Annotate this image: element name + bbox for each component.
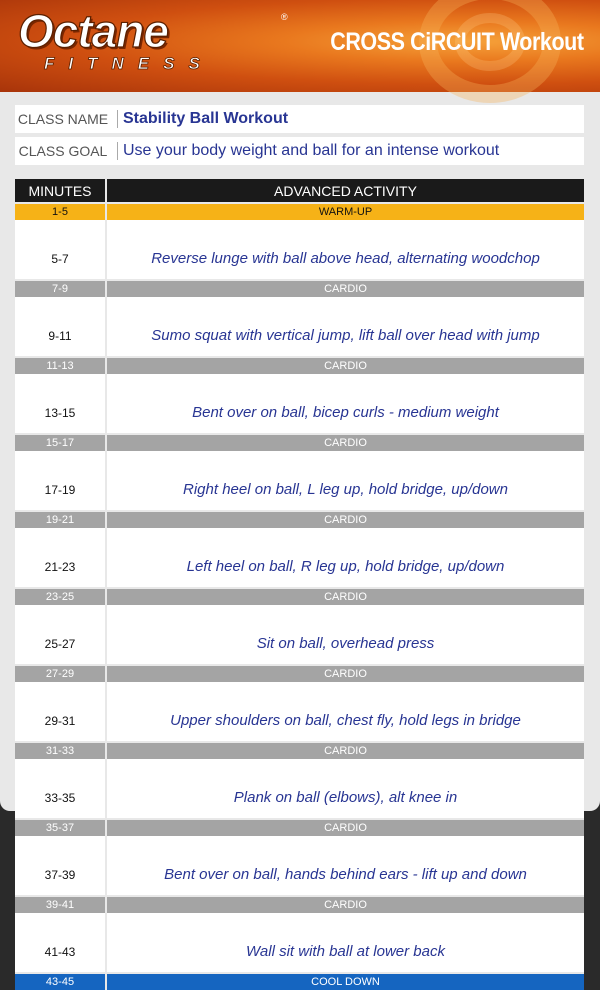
minutes-cell: 19-21 xyxy=(15,511,106,528)
schedule-body xyxy=(15,203,584,990)
activity-cell: CARDIO xyxy=(106,665,584,682)
minutes-cell: 33-35 xyxy=(15,759,106,819)
minutes-cell: 5-7 xyxy=(15,220,106,280)
minutes-cell: 31-33 xyxy=(15,742,106,759)
minutes-cell: 35-37 xyxy=(15,819,106,836)
activity-row xyxy=(15,605,584,665)
cardio-row xyxy=(15,896,584,913)
cardio-row xyxy=(15,511,584,528)
activity-row xyxy=(15,682,584,742)
minutes-cell: 29-31 xyxy=(15,682,106,742)
logo-subtitle: FITNESS xyxy=(44,54,214,73)
activity-row xyxy=(15,220,584,280)
activity-row xyxy=(15,836,584,896)
minutes-cell: 9-11 xyxy=(15,297,106,357)
cool-row xyxy=(15,973,584,990)
logo-wordmark: Octane xyxy=(18,5,168,57)
registered-mark: ® xyxy=(281,12,288,22)
minutes-cell: 21-23 xyxy=(15,528,106,588)
class-goal-label: CLASS GOAL xyxy=(18,143,108,159)
cardio-row xyxy=(15,357,584,374)
minutes-cell: 25-27 xyxy=(15,605,106,665)
minutes-cell: 43-45 xyxy=(15,973,106,990)
warm-row xyxy=(15,203,584,220)
class-name-row xyxy=(15,105,584,133)
minutes-cell: 1-5 xyxy=(15,203,106,220)
activity-row xyxy=(15,374,584,434)
activity-cell: CARDIO xyxy=(106,819,584,836)
minutes-cell: 27-29 xyxy=(15,665,106,682)
cardio-row xyxy=(15,742,584,759)
activity-cell: Reverse lunge with ball above head, alternating woodchop xyxy=(106,220,584,280)
minutes-cell: 23-25 xyxy=(15,588,106,605)
activity-cell: CARDIO xyxy=(106,511,584,528)
class-name-value: Stability Ball Workout xyxy=(123,110,289,127)
octane-fitness-logo xyxy=(8,6,296,76)
activity-cell: CARDIO xyxy=(106,280,584,297)
activity-cell: Bent over on ball, hands behind ears - lift up and down xyxy=(106,836,584,896)
activity-cell: CARDIO xyxy=(106,896,584,913)
activity-cell: CARDIO xyxy=(106,357,584,374)
schedule-table xyxy=(15,179,584,990)
activity-cell: Plank on ball (elbows), alt knee in xyxy=(106,759,584,819)
divider xyxy=(117,110,118,128)
divider xyxy=(117,142,118,160)
activity-cell: Left heel on ball, R leg up, hold bridge, up/down xyxy=(106,528,584,588)
minutes-cell: 39-41 xyxy=(15,896,106,913)
activity-cell: CARDIO xyxy=(106,434,584,451)
class-goal-row xyxy=(15,137,584,165)
activity-cell: Sit on ball, overhead press xyxy=(106,605,584,665)
minutes-cell: 13-15 xyxy=(15,374,106,434)
activity-row xyxy=(15,913,584,973)
cardio-row xyxy=(15,588,584,605)
activity-row xyxy=(15,528,584,588)
activity-row xyxy=(15,451,584,511)
activity-cell: Right heel on ball, L leg up, hold bridge, up/down xyxy=(106,451,584,511)
activity-cell: Wall sit with ball at lower back xyxy=(106,913,584,973)
minutes-cell: 7-9 xyxy=(15,280,106,297)
table-header-row xyxy=(15,179,584,203)
activity-cell: Upper shoulders on ball, chest fly, hold legs in bridge xyxy=(106,682,584,742)
minutes-cell: 37-39 xyxy=(15,836,106,896)
minutes-cell: 11-13 xyxy=(15,357,106,374)
minutes-column-header: MINUTES xyxy=(15,179,106,203)
activity-row xyxy=(15,759,584,819)
activity-cell: Sumo squat with vertical jump, lift ball over head with jump xyxy=(106,297,584,357)
cardio-row xyxy=(15,665,584,682)
activity-cell: WARM-UP xyxy=(106,203,584,220)
cardio-row xyxy=(15,434,584,451)
class-goal-value: Use your body weight and ball for an intense workout xyxy=(123,142,500,159)
class-name-label: CLASS NAME xyxy=(17,111,109,127)
activity-row xyxy=(15,297,584,357)
activity-cell: CARDIO xyxy=(106,742,584,759)
cardio-row xyxy=(15,819,584,836)
minutes-cell: 41-43 xyxy=(15,913,106,973)
page-title: CROSS CiRCUIT Workout xyxy=(330,28,584,56)
activity-cell: COOL DOWN xyxy=(106,973,584,990)
activity-column-header: ADVANCED ACTIVITY xyxy=(106,179,584,203)
activity-cell: Bent over on ball, bicep curls - medium weight xyxy=(106,374,584,434)
minutes-cell: 17-19 xyxy=(15,451,106,511)
cardio-row xyxy=(15,280,584,297)
minutes-cell: 15-17 xyxy=(15,434,106,451)
activity-cell: CARDIO xyxy=(106,588,584,605)
header-banner xyxy=(0,0,600,92)
